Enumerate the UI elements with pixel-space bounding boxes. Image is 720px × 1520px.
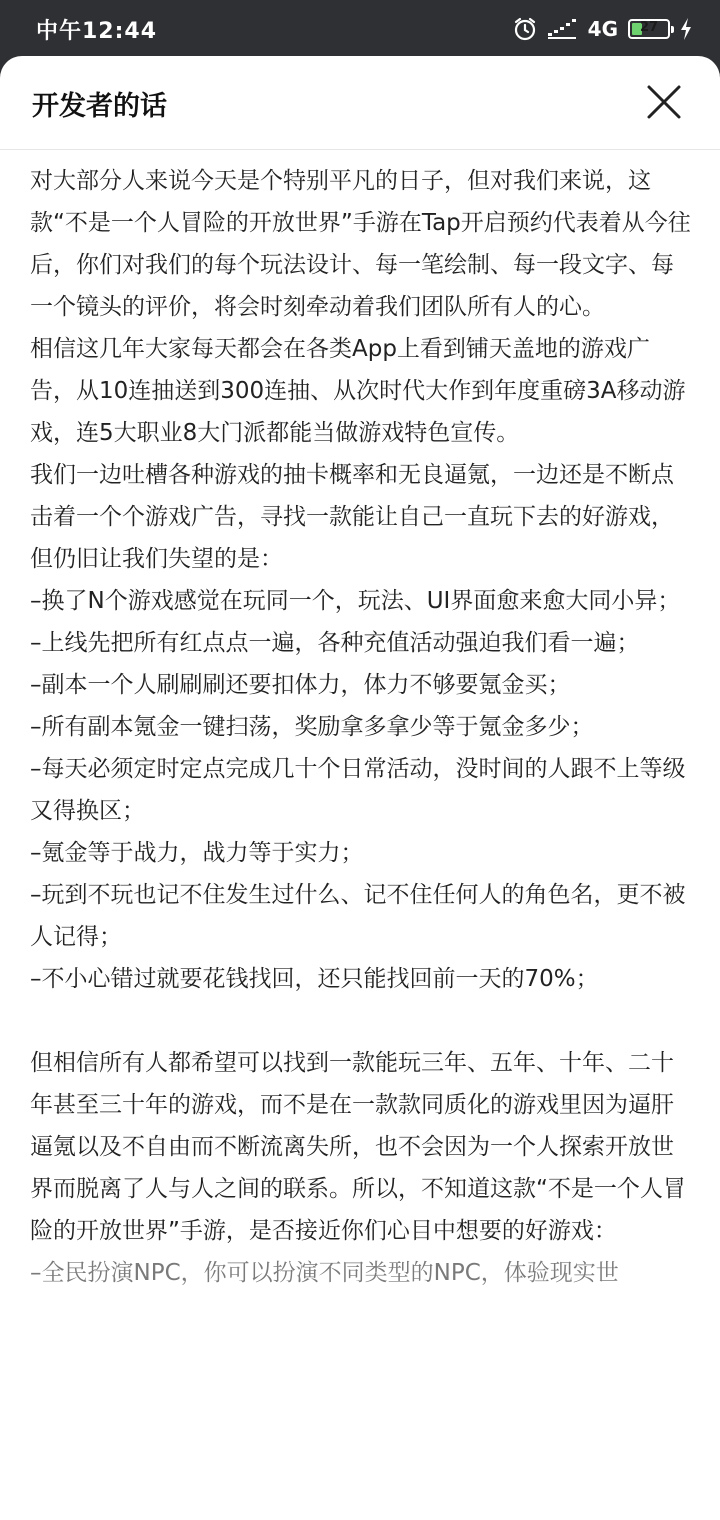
sheet-title: 开发者的话 [32,91,167,122]
list-item: –换了N个游戏感觉在玩同一个，玩法、UI界面愈来愈大同小异； [30,588,681,614]
list-item: –不小心错过就要花钱找回，还只能找回前一天的70%； [30,966,599,992]
battery-level: 27 [639,20,659,35]
paragraph: 对大部分人来说今天是个特别平凡的日子，但对我们来说，这款“不是一个人冒险的开放世界”手游在Tap开启预约代表着从今往后，你们对我们的每个玩法设计、每一笔绘制、每一段文字、每一个镜头的评价，将会时刻牵动着我们团队所有人的心。 [30,168,691,320]
list-item: –副本一个人刷刷刷还要扣体力，体力不够要氪金买； [30,672,571,698]
list-item: –氪金等于战力，战力等于实力； [30,840,364,866]
signal-icon [548,18,578,40]
paragraph-gap [30,1000,694,1042]
list-item: –全民扮演NPC，你可以扮演不同类型的NPC，体验现实世 [30,1260,619,1286]
alarm-icon [512,16,538,42]
list-item: –上线先把所有红点点一遍，各种充值活动强迫我们看一遍； [30,630,640,656]
status-indicators [512,14,692,44]
status-bar [0,0,720,56]
article-body [30,160,694,1294]
paragraph: 我们一边吐槽各种游戏的抽卡概率和无良逼氪，一边还是不断点击着一个个游戏广告，寻找一款能让自己一直玩下去的好游戏，但仍旧让我们失望的是： [30,462,674,572]
list-item: –所有副本氪金一键扫荡，奖励拿多拿少等于氪金多少； [30,714,594,740]
list-item: –玩到不玩也记不住发生过什么、记不住任何人的角色名，更不被人记得； [30,882,686,950]
paragraph: 但相信所有人都希望可以找到一款能玩三年、五年、十年、二十年甚至三十年的游戏，而不是在一款款同质化的游戏里因为逼肝逼氪以及不自由而不断流离失所，也不会因为一个人探索开放世界而脱离了人与人之间的联系。所以，不知道这款“不是一个人冒险的开放世界”手游，是否接近你们心目中想要的好游戏： [30,1050,686,1244]
status-time: 中午12:44 [36,19,158,44]
network-type: 4G [587,17,618,41]
list-item: –每天必须定时定点完成几十个日常活动，没时间的人跟不上等级又得换区； [30,756,686,824]
battery-icon [628,19,670,39]
charging-icon [680,18,692,40]
developer-note-sheet [0,56,720,1520]
close-icon [644,82,684,122]
sheet-header [0,56,720,150]
close-button[interactable] [644,82,684,122]
paragraph: 相信这几年大家每天都会在各类App上看到铺天盖地的游戏广告，从10连抽送到300连抽、从次时代大作到年度重磅3A移动游戏，连5大职业8大门派都能当做游戏特色宣传。 [30,336,686,446]
